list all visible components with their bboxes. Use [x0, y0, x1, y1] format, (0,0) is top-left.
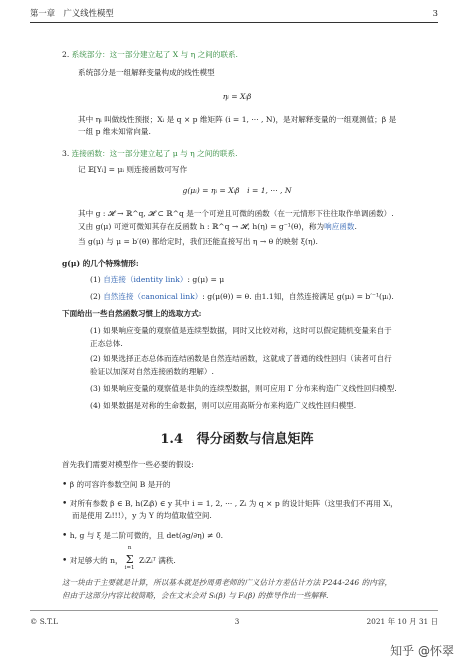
- assumption-1: [62, 479, 170, 491]
- footer-copyright: © S.T.L: [30, 617, 58, 626]
- item-2-heading: [62, 50, 238, 60]
- item-3-line-3-end: .: [354, 222, 357, 231]
- assumption-3: [62, 530, 223, 542]
- item-3-line-3-text: 又由 g(μ) 可逆可微知其存在反函数 h : ℝ^q → 𝓗, h(η) = g⁻¹(θ)，称为: [78, 222, 325, 231]
- section-title: 得分函数与信息矩阵: [196, 432, 314, 447]
- equation-linear-predictor: ηᵢ = Xᵢβ: [222, 92, 252, 101]
- running-header-page: 3: [432, 8, 438, 18]
- item-3-line-4: 当 g(μ) 与 μ = b′(θ) 都给定时，我们还能直接写出 η → θ 的映射 ξ(η).: [78, 237, 318, 246]
- running-header-chapter: 第一章 广义线性模型: [30, 8, 114, 18]
- selection-rules-title: 下面给出一些自然函数习惯上的选取方式:: [62, 309, 202, 318]
- rule-1-line-2: 正态总体.: [90, 339, 123, 348]
- special-case-1: [90, 275, 224, 285]
- assumption-4: [62, 545, 176, 571]
- note-line-2: 但由于这部分内容比较简略，会在文末会对 Sᵢ(β) 与 Fᵢ(β) 的推导作出一些解释.: [62, 591, 329, 600]
- rule-4: (4) 如果数据是对称的生命数据，则可以应用高斯分布来构造广义线性回归模型.: [90, 401, 357, 410]
- bullet-icon: •: [62, 480, 68, 490]
- assumption-4-tail: ZᵢZᵢᵀ 满秩.: [139, 556, 176, 565]
- footer-page-number: 3: [234, 617, 240, 626]
- assumption-2-line-2: 而是使用 Zᵢ!!!），y 为 Y 的均值取值空间.: [72, 511, 212, 520]
- bullet-icon: •: [62, 556, 68, 566]
- special-case-2: [90, 292, 394, 302]
- special-case-2-formula: : g(μ(θ)) = θ. 由1.1知，自然连接满足 g(μᵢ) = b′⁻¹(μᵢ).: [202, 292, 394, 301]
- footer-date: 2021 年 10 月 31 日: [366, 617, 438, 626]
- assumption-4-text: 对足够大的 n，: [69, 556, 123, 565]
- bullet-icon: •: [62, 531, 68, 541]
- sum-upper-limit: n: [127, 545, 132, 551]
- special-case-1-formula: : g(μ) = μ: [187, 275, 225, 284]
- assumption-1-text: β 的可容许参数空间 B 是开的: [69, 480, 171, 489]
- item-2-number: 2.: [62, 50, 70, 59]
- footer-rule: [30, 610, 438, 611]
- sum-lower-limit: i=1: [124, 565, 135, 571]
- identity-link-term: 自连接（identity link）: [103, 275, 188, 284]
- canonical-link-term: 自然连接（canonical link）: [103, 292, 203, 301]
- assumption-3-text: h, g 与 ξ 是二阶可微的，且 det(∂g/∂η) ≠ 0.: [69, 531, 224, 540]
- rule-2-line-2: 验证以加深对自然连接函数的理解）.: [90, 367, 214, 376]
- item-3-heading: [62, 149, 238, 159]
- item-3-line-2: 其中 g : 𝓗 → ℝ^q, 𝓗 ⊂ ℝ^q 是一个可逆且可微的函数（在一元情形下往往取作单调函数）.: [78, 209, 394, 218]
- special-case-2-number: (2): [90, 292, 101, 301]
- item-2-line-1: 系统部分是一组解释变量构成的线性模型: [78, 68, 215, 77]
- assumption-2-line-1: [62, 498, 398, 510]
- zhihu-watermark: 知乎 @怀翠: [390, 644, 454, 658]
- section-number: 1.4: [160, 432, 184, 447]
- item-2-title: 系统部分：这一部分建立起了 X 与 η 之间的联系.: [71, 50, 238, 59]
- item-3-line-1: 记 𝔼[Yᵢ] = μᵢ 则连接函数可写作: [78, 165, 188, 174]
- header-rule: [30, 22, 438, 23]
- rule-3: (3) 如果响应变量的观察值是非负的连续型数据，则可应用 Γ 分布来构造广义线性回归模型.: [90, 384, 397, 393]
- equation-link-function: g(μᵢ) = ηᵢ = Xᵢβ i = 1, ··· , N: [182, 186, 292, 195]
- item-3-line-3: [78, 222, 357, 232]
- rule-2-line-1: (2) 如果选择正态总体而连结函数是自然连结函数，这就成了普通的线性回归（读者可自行: [90, 354, 392, 363]
- bullet-icon: •: [62, 499, 68, 509]
- item-2-line-3: 一组 p 维未知常向量.: [78, 127, 151, 136]
- summation-symbol: Σ: [125, 553, 134, 566]
- special-cases-title: g(μ) 的几个特殊情形:: [62, 259, 139, 268]
- item-2-line-2: 其中 ηᵢ 叫做线性预报；Xᵢ 是 q × p 维矩阵 (i = 1, ··· , N)，是对解释变量的一组观测值；β 是: [78, 115, 397, 124]
- assumptions-intro: 首先我们需要对模型作一些必要的假设:: [62, 460, 194, 469]
- section-heading: [0, 431, 474, 449]
- rule-1-line-1: (1) 如果响应变量的观察值是连续型数据，同时又比较对称，这时可以假定随机变量来自于: [90, 326, 392, 335]
- item-3-number: 3.: [62, 149, 70, 158]
- response-function-term: 响应函数: [324, 222, 355, 231]
- special-case-1-number: (1): [90, 275, 101, 284]
- assumption-2-text: 对所有参数 β ∈ B, h(Zᵢβ) ∈ y 其中 i = 1, 2, ··· , Zᵢ 为 q × p 的设计矩阵（这里我们不再用 Xᵢ，: [69, 499, 398, 508]
- note-line-1: 这一块由于主要就是计算，所以基本就是抄周勇老师的广义估计方差估计方法 P244-246 的内容，: [62, 578, 393, 587]
- item-3-title: 连接函数：这一部分建立起了 μ 与 η 之间的联系.: [71, 149, 238, 158]
